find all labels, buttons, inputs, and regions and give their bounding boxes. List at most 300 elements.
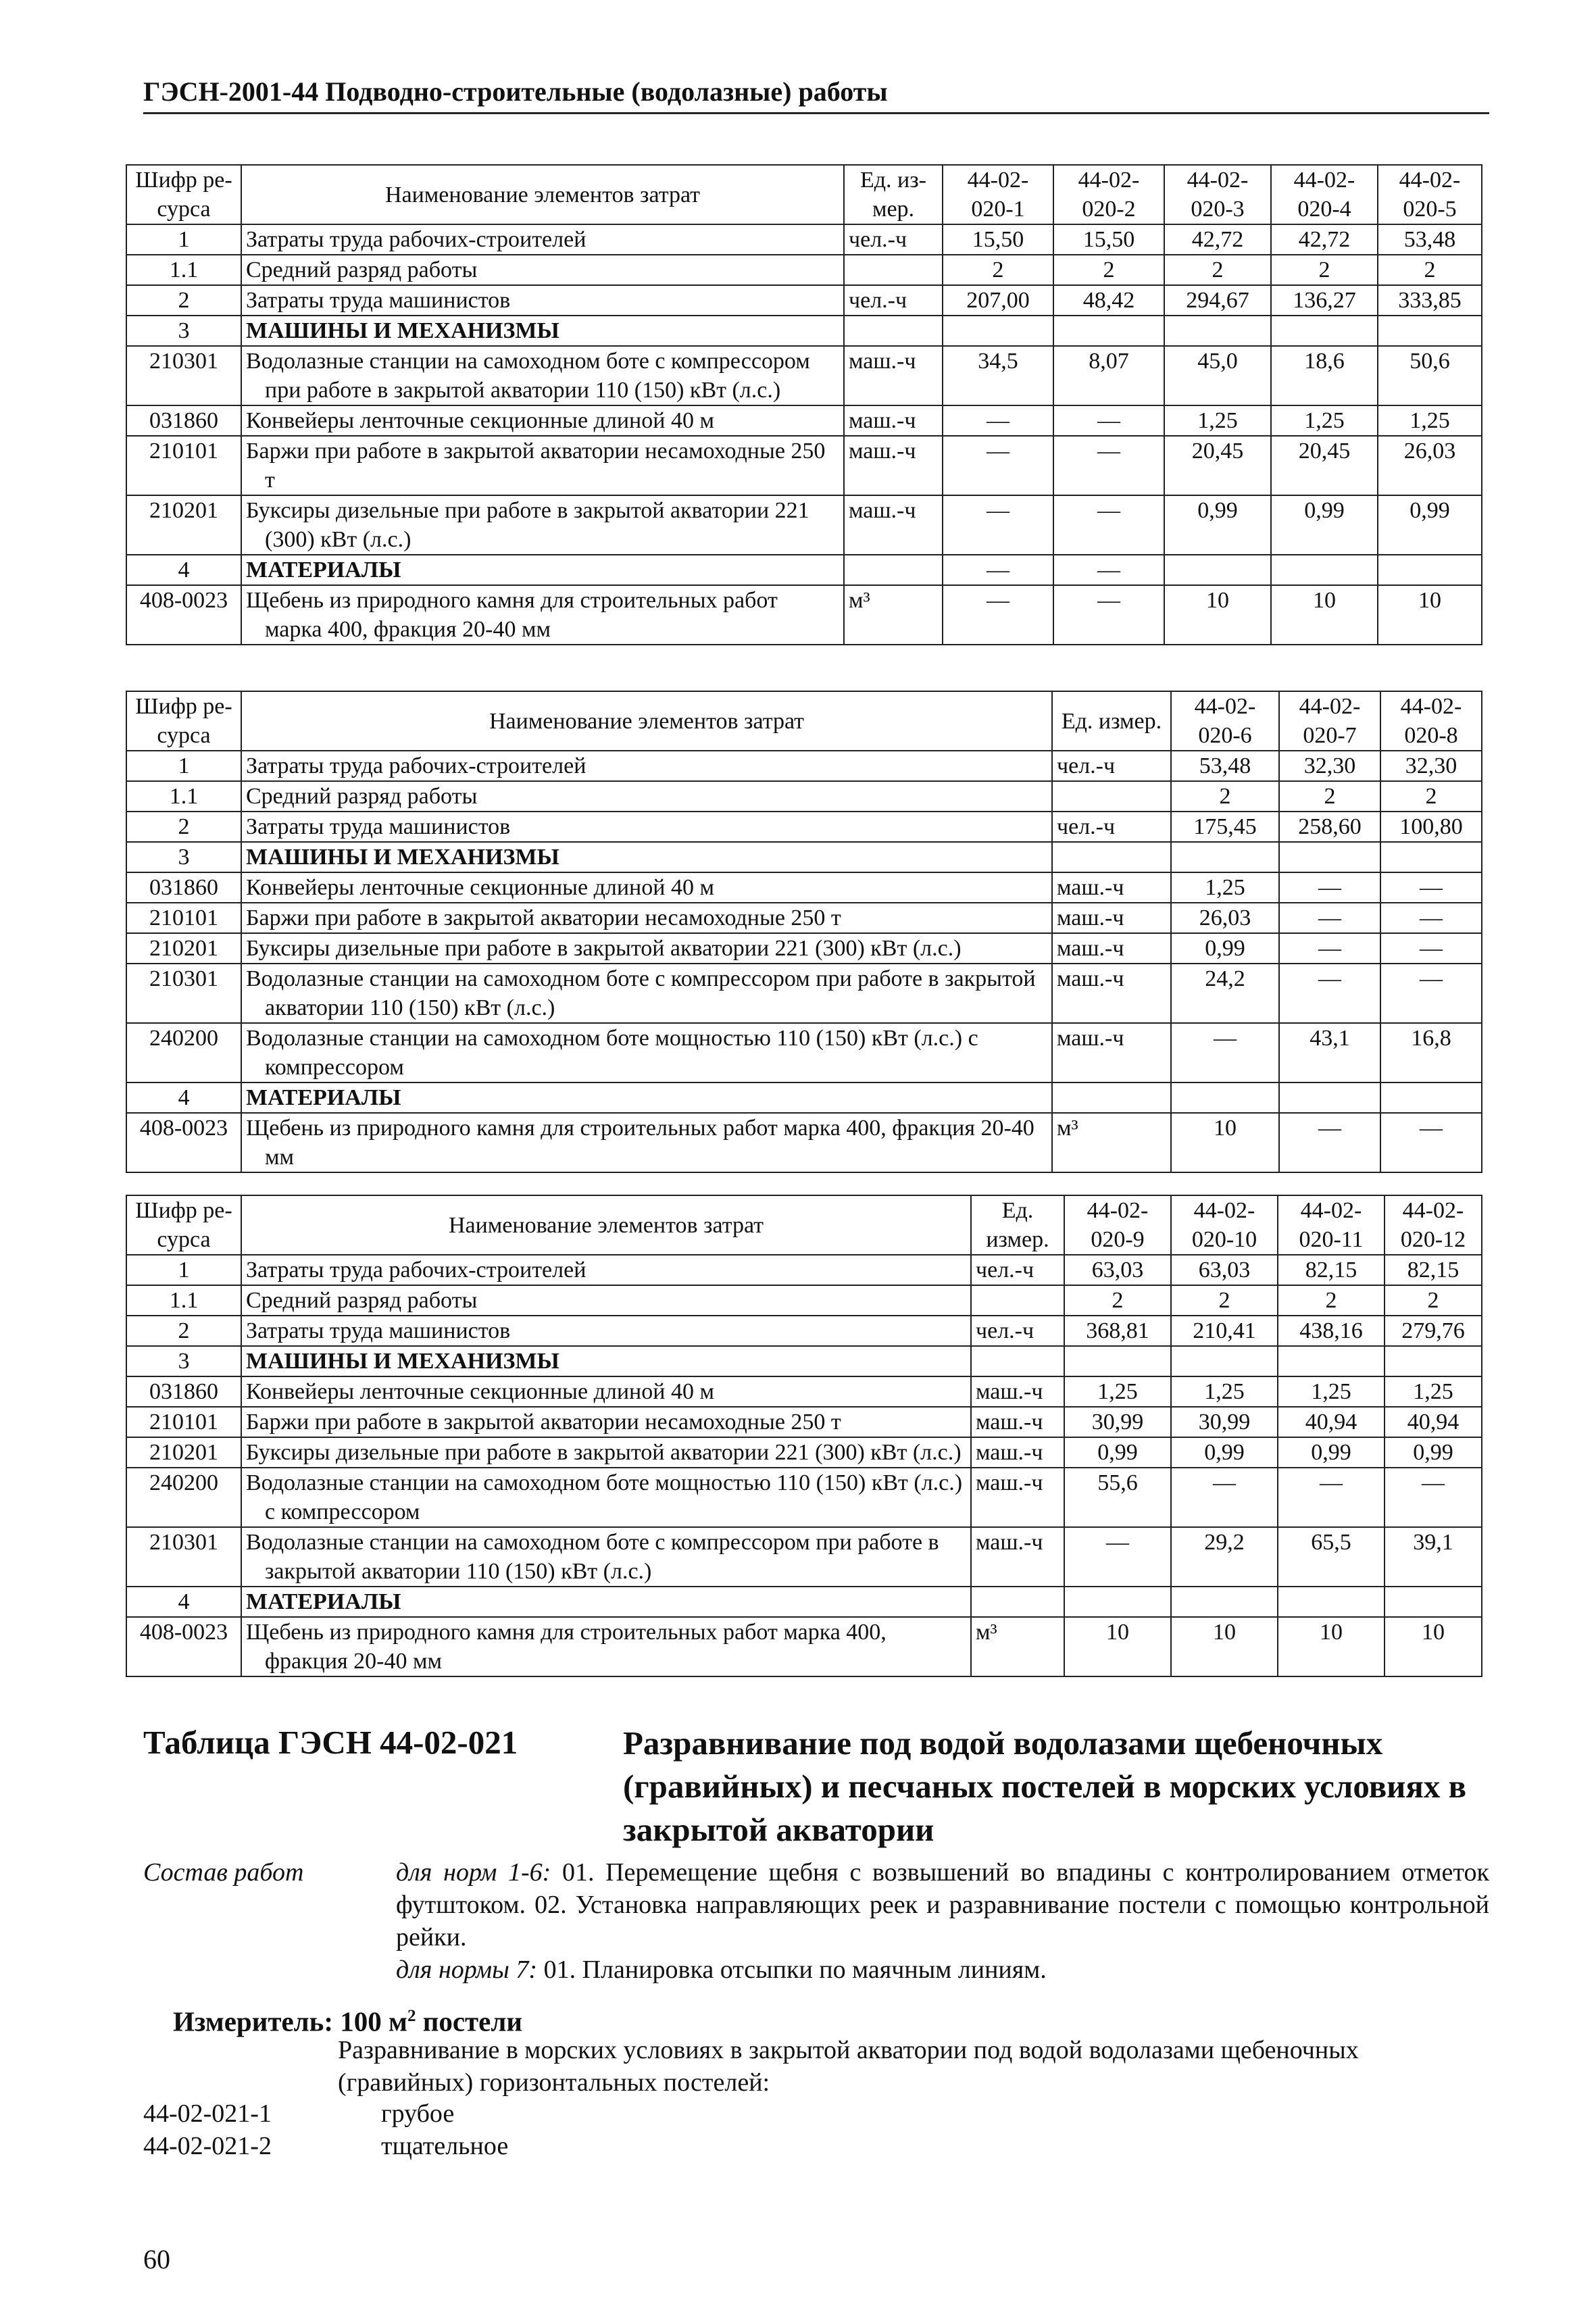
- norm-value: [943, 495, 1053, 555]
- norm-value-text: —: [1318, 936, 1341, 961]
- norm-value: [1278, 1407, 1385, 1437]
- norm-value: [943, 585, 1053, 645]
- resource-code: [126, 1468, 241, 1527]
- header-code: Шифр ре-сурса: [126, 165, 241, 224]
- table-row: [126, 1527, 1482, 1587]
- norm-value: [1380, 964, 1482, 1023]
- header-norm: 44-02-020-4: [1271, 165, 1378, 224]
- header-norm: 44-02-020-8: [1380, 691, 1482, 751]
- norm-value: [1171, 903, 1279, 933]
- resource-code-text: 210201: [149, 936, 218, 961]
- resource-name: [241, 316, 844, 346]
- resource-unit: [1052, 812, 1171, 842]
- header-norm: 44-02-020-6: [1171, 691, 1279, 751]
- resource-unit-text: м³: [1057, 1116, 1078, 1141]
- resource-name: [241, 1617, 971, 1676]
- norm-value-text: —: [1420, 966, 1443, 991]
- norm-value-text: —: [987, 498, 1009, 523]
- resource-name: [241, 1255, 971, 1285]
- table-row: [126, 812, 1482, 842]
- table-row: [126, 1437, 1482, 1468]
- norm-value-text: 0,99: [1311, 1440, 1351, 1465]
- header-code: Шифр ре-сурса: [126, 1195, 241, 1255]
- resource-name-text: Средний разряд работы: [246, 784, 478, 809]
- norm-value: [1171, 1407, 1278, 1437]
- resource-name: [241, 585, 844, 645]
- norm-value: [1164, 555, 1271, 585]
- norm-value-text: 1,25: [1205, 875, 1245, 900]
- norm-value-text: 45,0: [1197, 349, 1238, 374]
- resource-unit: [844, 436, 943, 495]
- table-row: [126, 1023, 1482, 1082]
- header-unit: Ед. измер.: [971, 1195, 1064, 1255]
- norm-value: [1279, 903, 1380, 933]
- resource-code-text: 031860: [149, 408, 218, 433]
- table-row: [126, 872, 1482, 903]
- norm-value-text: 26,03: [1403, 439, 1456, 464]
- norm-value-text: 15,50: [1082, 227, 1135, 252]
- resource-code: [126, 495, 241, 555]
- norm-value: [1279, 1023, 1380, 1082]
- resource-name-text: МАТЕРИАЛЫ: [246, 557, 401, 582]
- norm-value: [1380, 781, 1482, 812]
- resource-name-text: Буксиры дизельные при работе в закрытой акватории 221 (300) кВт (л.с.): [246, 498, 809, 552]
- norm-value: [1171, 781, 1279, 812]
- resource-code: [126, 1376, 241, 1407]
- resource-unit: [1052, 842, 1171, 872]
- norm-item: [143, 2130, 508, 2162]
- resource-name-text: МАШИНЫ И МЕХАНИЗМЫ: [246, 845, 559, 870]
- norm-value-text: 30,99: [1198, 1410, 1251, 1435]
- norm-value: [1380, 903, 1482, 933]
- header-unit: Ед. из-мер.: [844, 165, 943, 224]
- norm-value: [1278, 1316, 1385, 1346]
- norm-value: [1378, 224, 1482, 255]
- norm-value: [1164, 585, 1271, 645]
- table-row: [126, 903, 1482, 933]
- resource-unit: [1052, 1082, 1171, 1113]
- resource-name: [241, 1023, 1052, 1082]
- norm-value: [1053, 224, 1164, 255]
- norm-value: [943, 436, 1053, 495]
- resource-unit-text: маш.-ч: [1057, 875, 1124, 900]
- norm-value-text: 32,30: [1303, 753, 1356, 778]
- resource-name: [241, 1587, 971, 1617]
- resource-unit-text: м³: [849, 588, 870, 613]
- norm-value-text: 368,81: [1086, 1318, 1149, 1343]
- norm-value: [1378, 405, 1482, 436]
- resource-table-2: [126, 691, 1482, 1173]
- norm-value-text: 40,94: [1305, 1410, 1357, 1435]
- norm-value-text: 53,48: [1403, 227, 1456, 252]
- norm-value: [1171, 1437, 1278, 1468]
- norm-value: [1171, 812, 1279, 842]
- resource-code-text: 408-0023: [139, 1116, 228, 1141]
- norm-value-text: 1,25: [1410, 408, 1450, 433]
- norm-value-text: 26,03: [1199, 905, 1251, 930]
- table-label: Таблица ГЭСН 44-02-021: [143, 1724, 518, 1761]
- norm-value: [1064, 1407, 1171, 1437]
- norm-value: [1064, 1587, 1171, 1617]
- header-norm: 44-02-020-7: [1279, 691, 1380, 751]
- resource-code: [126, 1587, 241, 1617]
- resource-code: [126, 1316, 241, 1346]
- table-row: [126, 224, 1482, 255]
- norm-value-text: 438,16: [1299, 1318, 1363, 1343]
- norm-value-text: 2: [1427, 1288, 1439, 1313]
- norm-value-text: 0,99: [1410, 498, 1450, 523]
- norm-value: [1378, 346, 1482, 405]
- norm-value-text: —: [1320, 1470, 1343, 1495]
- resource-name-text: МАТЕРИАЛЫ: [246, 1085, 401, 1110]
- table-row: [126, 1346, 1482, 1376]
- header-norm: 44-02-020-9: [1064, 1195, 1171, 1255]
- measure-exponent: 2: [407, 2007, 416, 2025]
- resource-name: [241, 1316, 971, 1346]
- norm-value: [1378, 555, 1482, 585]
- norm-value: [1064, 1468, 1171, 1527]
- norm-value-text: 10: [1418, 588, 1441, 613]
- resource-unit-text: чел.-ч: [1057, 814, 1116, 839]
- resource-name-text: Средний разряд работы: [246, 1288, 478, 1313]
- norm-value: [943, 255, 1053, 285]
- norm-value-text: —: [1420, 936, 1443, 961]
- norm-code: 44-02-021-1: [143, 2099, 272, 2128]
- norm-value: [1064, 1617, 1171, 1676]
- norm-value-text: 0,99: [1304, 498, 1345, 523]
- composition-label: Состав работ: [143, 1858, 304, 1887]
- resource-code-text: 031860: [149, 1379, 218, 1404]
- norm-value-text: 100,80: [1399, 814, 1463, 839]
- norm-value: [1171, 842, 1279, 872]
- norm-value-text: 32,30: [1405, 753, 1457, 778]
- norm-item: [143, 2097, 454, 2130]
- resource-code-text: 210201: [149, 498, 218, 523]
- table-row: [126, 1376, 1482, 1407]
- norm-value-text: 20,45: [1191, 439, 1244, 464]
- resource-unit: [971, 1527, 1064, 1587]
- norm-value: [1279, 1082, 1380, 1113]
- resource-code: [126, 781, 241, 812]
- resource-name-text: Водолазные станции на самоходном боте с компрессором при работе в закрытой акватории 110 (150) кВт (л.с.): [246, 349, 810, 403]
- resource-name: [241, 903, 1052, 933]
- resource-unit-text: м³: [976, 1620, 997, 1645]
- resource-name: [241, 1376, 971, 1407]
- norm-value: [943, 316, 1053, 346]
- norm-value-text: 2: [1212, 257, 1224, 282]
- norm-value: [1171, 1082, 1279, 1113]
- table-row: [126, 751, 1482, 781]
- norm-value: [1378, 495, 1482, 555]
- table-row: [126, 781, 1482, 812]
- resource-name-text: Конвейеры ленточные секционные длиной 40 м: [246, 408, 714, 433]
- norm-value: [1380, 933, 1482, 964]
- table-row: [126, 1587, 1482, 1617]
- norm-value-text: —: [1097, 557, 1120, 582]
- resource-unit-text: маш.-ч: [849, 439, 916, 464]
- norm-value: [1380, 751, 1482, 781]
- resource-code-text: 240200: [149, 1470, 218, 1495]
- resource-code-text: 2: [178, 288, 190, 313]
- table-row: [126, 1617, 1482, 1676]
- norm-value: [1385, 1255, 1482, 1285]
- header-name: Наименование элементов затрат: [241, 1195, 971, 1255]
- norm-value-text: —: [1318, 905, 1341, 930]
- resource-unit-text: маш.-ч: [1057, 936, 1124, 961]
- norm-value-text: —: [1420, 905, 1443, 930]
- table-row: [126, 495, 1482, 555]
- resource-code-text: 3: [178, 318, 190, 343]
- table-title: Разравнивание под водой водолазами щебеночных (гравийных) и песчаных постелей в морских условиях в закрытой акватории: [623, 1724, 1467, 1848]
- resource-unit-text: маш.-ч: [976, 1410, 1043, 1435]
- norm-value: [1385, 1437, 1482, 1468]
- resource-unit: [1052, 872, 1171, 903]
- norm-value-text: 65,5: [1311, 1530, 1351, 1555]
- resource-unit: [971, 1346, 1064, 1376]
- norm-value: [1053, 436, 1164, 495]
- header-norm: 44-02-020-11: [1278, 1195, 1385, 1255]
- norm-value-text: 48,42: [1082, 288, 1135, 313]
- table-row: [126, 1255, 1482, 1285]
- norm-value-text: 1,25: [1413, 1379, 1453, 1404]
- norm-value: [1171, 964, 1279, 1023]
- resource-code-text: 1.1: [169, 784, 199, 809]
- table-row: [126, 316, 1482, 346]
- norm-value: [1380, 812, 1482, 842]
- resource-name: [241, 781, 1052, 812]
- resource-code: [126, 872, 241, 903]
- norm-value-text: 207,00: [966, 288, 1030, 313]
- resource-code: [126, 812, 241, 842]
- norm-value-text: 1,25: [1304, 408, 1345, 433]
- resource-unit: [844, 555, 943, 585]
- norm-value-text: 175,45: [1193, 814, 1257, 839]
- norm-value: [1279, 872, 1380, 903]
- norm-value-text: 10: [1313, 588, 1336, 613]
- resource-code: [126, 316, 241, 346]
- header-name: Наименование элементов затрат: [241, 691, 1052, 751]
- resource-name-text: МАШИНЫ И МЕХАНИЗМЫ: [246, 318, 559, 343]
- resource-code-text: 4: [178, 1589, 190, 1614]
- resource-code: [126, 585, 241, 645]
- table-row: [126, 933, 1482, 964]
- norm-value: [1064, 1527, 1171, 1587]
- resource-unit: [844, 346, 943, 405]
- resource-unit: [1052, 964, 1171, 1023]
- resource-unit-text: чел.-ч: [849, 227, 907, 252]
- norm-value: [1385, 1285, 1482, 1316]
- norm-value: [1064, 1437, 1171, 1468]
- norm-value-text: —: [1420, 875, 1443, 900]
- resource-unit-text: маш.-ч: [849, 498, 916, 523]
- norm-value-text: 10: [1422, 1620, 1445, 1645]
- resource-name-text: Водолазные станции на самоходном боте с компрессором при работе в закрытой акватории 110 (150) кВт (л.с.): [246, 966, 1036, 1020]
- norm-value: [1278, 1437, 1385, 1468]
- header-norm: 44-02-020-12: [1385, 1195, 1482, 1255]
- measure-tail: постели: [416, 2006, 522, 2037]
- norm-value: [1171, 1023, 1279, 1082]
- norm-value-text: 258,60: [1298, 814, 1362, 839]
- norm-value: [1385, 1346, 1482, 1376]
- table-row: [126, 285, 1482, 316]
- resource-name-text: Щебень из природного камня для строительных работ марка 400, фракция 20-40 мм: [246, 588, 778, 642]
- resource-name-text: Буксиры дизельные при работе в закрытой акватории 221 (300) кВт (л.с.): [246, 936, 962, 961]
- table-row: [126, 255, 1482, 285]
- resource-name-text: Затраты труда машинистов: [246, 288, 511, 313]
- norm-value: [1278, 1527, 1385, 1587]
- composition-body-2: 01. Планировка отсыпки по маячным линиям.: [537, 1956, 1047, 1984]
- composition-body-1: 01. Перемещение щебня с возвышений во впадины с контролированием отметок футштоком. 02. Установка направляющих реек и разравнивание постели с помощью контрольной рейки.: [396, 1858, 1489, 1951]
- norm-value: [1164, 224, 1271, 255]
- resource-name-text: Водолазные станции на самоходном боте мощностью 110 (150) кВт (л.с.) с компрессором: [246, 1026, 978, 1080]
- norm-value-text: —: [1097, 588, 1120, 613]
- norm-value-text: 2: [1324, 784, 1336, 809]
- table-row: [126, 1316, 1482, 1346]
- norm-value: [1164, 255, 1271, 285]
- norm-value: [1385, 1617, 1482, 1676]
- resource-name-text: Щебень из природного камня для строительных работ марка 400, фракция 20-40 мм: [246, 1620, 887, 1674]
- resource-name: [241, 1437, 971, 1468]
- table-row: [126, 555, 1482, 585]
- resource-unit: [844, 495, 943, 555]
- resource-unit: [971, 1407, 1064, 1437]
- resource-code: [126, 1023, 241, 1082]
- norm-value: [1053, 495, 1164, 555]
- resource-name: [241, 346, 844, 405]
- norm-value: [1171, 933, 1279, 964]
- resource-unit: [1052, 1023, 1171, 1082]
- resource-name: [241, 224, 844, 255]
- norm-value: [1164, 285, 1271, 316]
- resource-unit-text: маш.-ч: [1057, 905, 1124, 930]
- resource-unit: [844, 405, 943, 436]
- resource-code-text: 2: [178, 814, 190, 839]
- norm-value: [1053, 346, 1164, 405]
- resource-code-text: 210201: [149, 1440, 218, 1465]
- resource-code-text: 1: [178, 753, 190, 778]
- norm-value-text: 63,03: [1091, 1258, 1144, 1283]
- norm-value-text: 2: [992, 257, 1004, 282]
- header-norm: 44-02-020-1: [943, 165, 1053, 224]
- norm-value: [1164, 495, 1271, 555]
- norm-value-text: 2: [1112, 1288, 1124, 1313]
- norm-value: [1279, 781, 1380, 812]
- norm-value: [1278, 1587, 1385, 1617]
- resource-code: [126, 1527, 241, 1587]
- resource-code: [126, 751, 241, 781]
- table-row: [126, 964, 1482, 1023]
- composition-intro-1: для норм 1-6:: [396, 1858, 551, 1887]
- resource-name: [241, 751, 1052, 781]
- resource-unit-text: маш.-ч: [976, 1379, 1043, 1404]
- header-name: Наименование элементов затрат: [241, 165, 844, 224]
- norm-value: [1053, 316, 1164, 346]
- norm-value: [1385, 1376, 1482, 1407]
- norm-value: [1380, 1082, 1482, 1113]
- norm-value: [1164, 436, 1271, 495]
- table-row: [126, 1082, 1482, 1113]
- table-header-row: [126, 691, 1482, 751]
- norm-value: [1279, 1113, 1380, 1172]
- norm-value: [1271, 436, 1378, 495]
- resource-name-text: Щебень из природного камня для строительных работ марка 400, фракция 20-40 мм: [246, 1116, 1034, 1170]
- norm-value: [1385, 1407, 1482, 1437]
- norm-value-text: —: [987, 408, 1009, 433]
- resource-code: [126, 1407, 241, 1437]
- resource-unit-text: чел.-ч: [849, 288, 907, 313]
- norm-value: [1064, 1376, 1171, 1407]
- norm-value: [1171, 1527, 1278, 1587]
- resource-unit: [971, 1285, 1064, 1316]
- resource-code-text: 2: [178, 1318, 190, 1343]
- norm-value: [1279, 812, 1380, 842]
- resource-unit-text: чел.-ч: [976, 1258, 1034, 1283]
- norm-value-text: 1,25: [1204, 1379, 1245, 1404]
- norm-value-text: 8,07: [1089, 349, 1129, 374]
- resource-code-text: 408-0023: [139, 1620, 228, 1645]
- norm-value: [1279, 964, 1380, 1023]
- norm-value-text: 0,99: [1413, 1440, 1453, 1465]
- norm-value: [1271, 585, 1378, 645]
- norm-value-text: 42,72: [1298, 227, 1351, 252]
- resource-code-text: 4: [178, 557, 190, 582]
- norm-value-text: 10: [1320, 1620, 1343, 1645]
- resource-name-text: Конвейеры ленточные секционные длиной 40 м: [246, 875, 714, 900]
- norm-value-text: 10: [1213, 1620, 1236, 1645]
- norm-value: [1064, 1346, 1171, 1376]
- norm-value: [1279, 842, 1380, 872]
- resource-code: [126, 933, 241, 964]
- resource-unit: [844, 255, 943, 285]
- resource-unit: [844, 585, 943, 645]
- norm-value-text: 10: [1206, 588, 1229, 613]
- resource-code-text: 210101: [149, 1410, 218, 1435]
- resource-name: [241, 1082, 1052, 1113]
- resource-unit: [971, 1587, 1064, 1617]
- norm-value-text: 82,15: [1305, 1258, 1357, 1283]
- norm-value-text: —: [1097, 439, 1120, 464]
- resource-code: [126, 285, 241, 316]
- norm-value-text: 53,48: [1199, 753, 1251, 778]
- norm-value-text: 40,94: [1407, 1410, 1460, 1435]
- table-row: [126, 346, 1482, 405]
- norm-value-text: —: [1318, 1116, 1341, 1141]
- resource-code: [126, 1346, 241, 1376]
- norm-value-text: —: [1318, 966, 1341, 991]
- resource-unit: [1052, 903, 1171, 933]
- norm-value: [943, 346, 1053, 405]
- page-number: 60: [143, 2244, 170, 2274]
- norm-value-text: 333,85: [1398, 288, 1462, 313]
- norm-value-text: 210,41: [1193, 1318, 1256, 1343]
- resource-name-text: Баржи при работе в закрытой акватории несамоходные 250 т: [246, 439, 826, 493]
- norm-code: 44-02-021-2: [143, 2132, 272, 2160]
- resource-unit: [971, 1255, 1064, 1285]
- norm-value-text: —: [1106, 1530, 1129, 1555]
- norm-value: [1171, 1617, 1278, 1676]
- resource-code: [126, 1617, 241, 1676]
- norm-value: [943, 405, 1053, 436]
- norm-value-text: 1,25: [1097, 1379, 1138, 1404]
- running-title: ГЭСН-2001-44 Подводно-строительные (водолазные) работы: [143, 73, 1489, 114]
- norm-value-text: 18,6: [1304, 349, 1345, 374]
- norm-value: [1278, 1468, 1385, 1527]
- norm-value: [943, 224, 1053, 255]
- resource-code: [126, 1255, 241, 1285]
- norm-value-text: 24,2: [1205, 966, 1245, 991]
- resource-unit-text: маш.-ч: [849, 408, 916, 433]
- resource-code-text: 210301: [149, 966, 218, 991]
